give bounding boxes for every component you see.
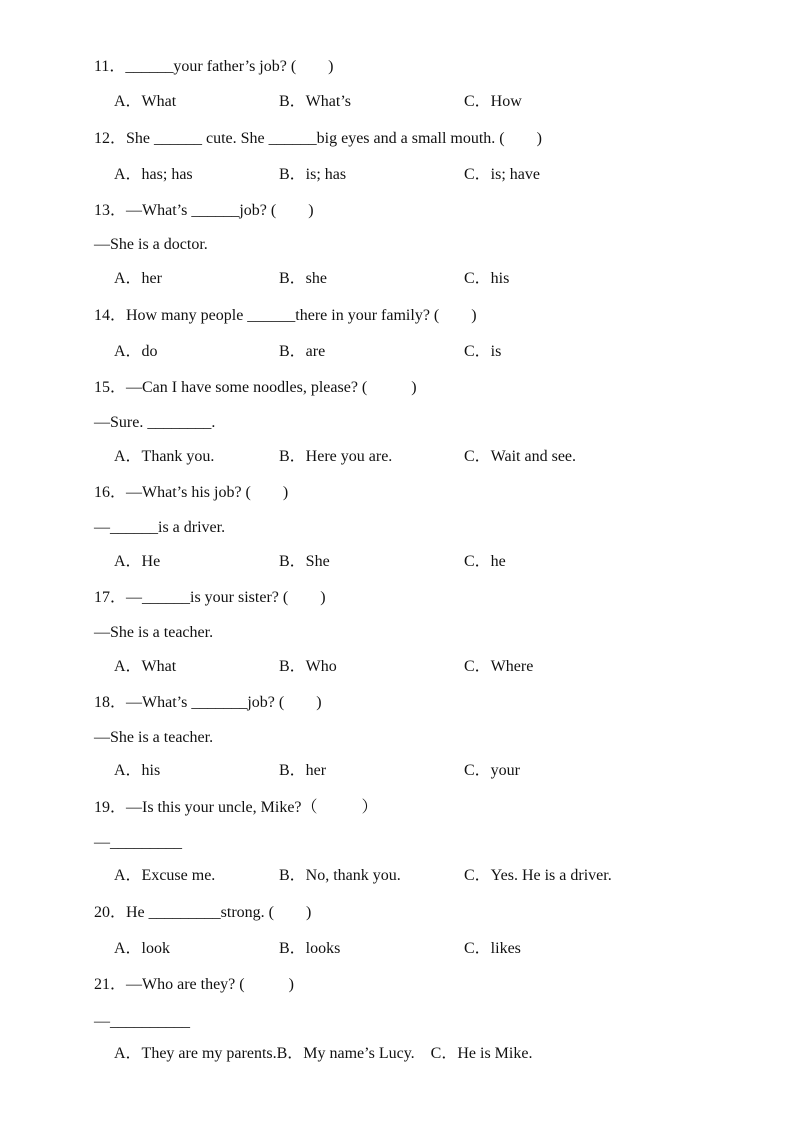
question-14-option-b[interactable]: B．are (279, 343, 326, 360)
question-12-option-b[interactable]: B．is; has (279, 166, 347, 183)
question-21-reply: —__________ (94, 1013, 190, 1030)
question-14-option-c[interactable]: C．is (464, 343, 502, 360)
question-17-option-a[interactable]: A．What (114, 658, 177, 675)
question-15-option-a[interactable]: A．Thank you. (114, 448, 215, 465)
question-19-stem: 19．—Is this your uncle, Mike?（ ） (94, 799, 378, 816)
question-18-option-b[interactable]: B．her (279, 762, 327, 779)
question-16-option-a[interactable]: A．He (114, 553, 161, 570)
question-13-option-a[interactable]: A．her (114, 270, 162, 287)
question-17-option-b[interactable]: B．Who (279, 658, 337, 675)
question-11-option-b[interactable]: B．What’s (279, 93, 351, 110)
question-13-option-b[interactable]: B．she (279, 270, 328, 287)
question-21-options[interactable]: A．They are my parents.B．My name’s Lucy. C．He is Mike. (114, 1045, 533, 1062)
question-20-option-b[interactable]: B．looks (279, 940, 341, 957)
question-14-stem: 14．How many people ______there in your family? ( ) (94, 307, 477, 324)
question-16-reply: —______is a driver. (94, 519, 226, 536)
question-12-option-a[interactable]: A．has; has (114, 166, 193, 183)
question-11-option-a[interactable]: A．What (114, 93, 177, 110)
question-15-option-b[interactable]: B．Here you are. (279, 448, 393, 465)
question-17-stem: 17．—______is your sister? ( ) (94, 589, 326, 606)
question-16-stem: 16．—What’s his job? ( ) (94, 484, 289, 501)
question-19-option-b[interactable]: B．No, thank you. (279, 867, 401, 884)
question-18-option-c[interactable]: C．your (464, 762, 521, 779)
question-13-reply: —She is a doctor. (94, 236, 208, 253)
question-13-stem: 13．—What’s ______job? ( ) (94, 202, 314, 219)
question-11-option-c[interactable]: C．How (464, 93, 522, 110)
question-13-option-c[interactable]: C．his (464, 270, 510, 287)
question-19-option-a[interactable]: A．Excuse me. (114, 867, 216, 884)
question-17-reply: —She is a teacher. (94, 624, 214, 641)
question-15-stem: 15．—Can I have some noodles, please? ( ) (94, 379, 417, 396)
question-20-option-c[interactable]: C．likes (464, 940, 521, 957)
question-12-option-c[interactable]: C．is; have (464, 166, 540, 183)
question-18-stem: 18．—What’s _______job? ( ) (94, 694, 322, 711)
question-21-stem: 21．—Who are they? ( ) (94, 976, 294, 993)
question-17-option-c[interactable]: C．Where (464, 658, 534, 675)
question-12-stem: 12．She ______ cute. She ______big eyes and a small mouth. ( ) (94, 130, 542, 147)
question-16-option-b[interactable]: B．She (279, 553, 330, 570)
question-19-option-c[interactable]: C．Yes. He is a driver. (464, 867, 612, 884)
question-15-option-c[interactable]: C．Wait and see. (464, 448, 577, 465)
question-18-option-a[interactable]: A．his (114, 762, 161, 779)
question-19-reply: —_________ (94, 834, 182, 851)
question-20-option-a[interactable]: A．look (114, 940, 171, 957)
question-20-stem: 20．He _________strong. ( ) (94, 904, 312, 921)
question-11-stem: 11．______your father’s job? ( ) (94, 58, 334, 75)
question-18-reply: —She is a teacher. (94, 729, 214, 746)
question-15-reply: —Sure. ________. (94, 414, 216, 431)
question-16-option-c[interactable]: C．he (464, 553, 506, 570)
question-14-option-a[interactable]: A．do (114, 343, 158, 360)
